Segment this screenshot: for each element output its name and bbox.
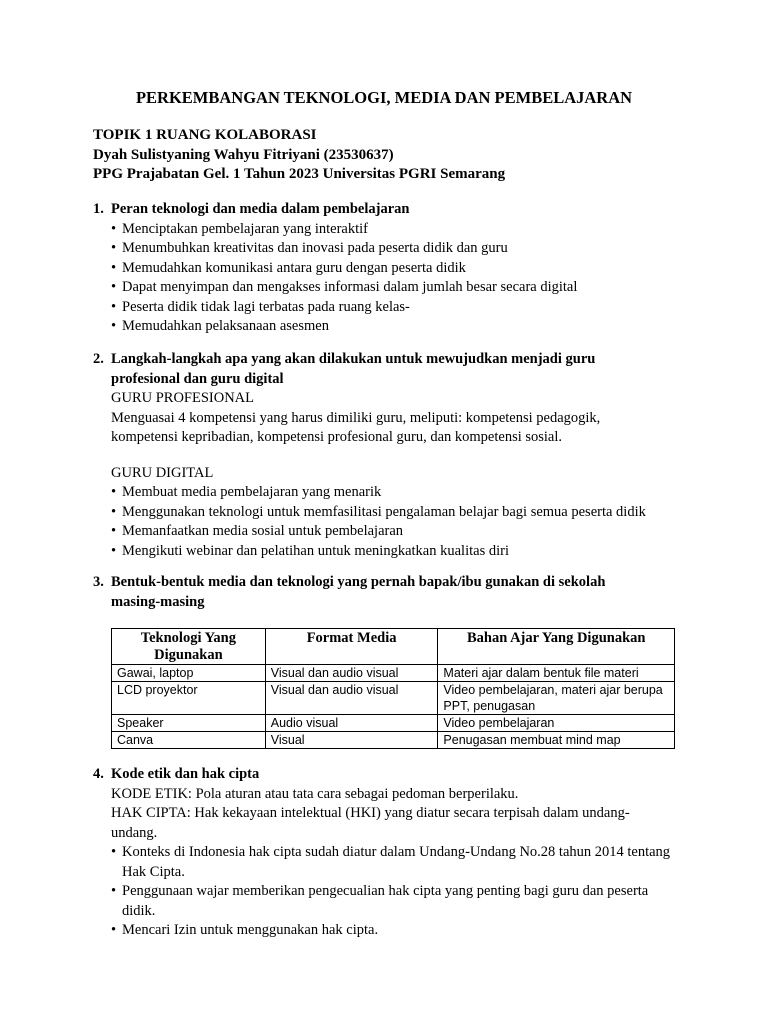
table-cell: Video pembelajaran — [438, 715, 675, 732]
list-item: • Peserta didik tidak lagi terbatas pada ruang kelas- — [111, 298, 693, 318]
guru-profesional-label: GURU PROFESIONAL — [111, 390, 255, 406]
section-1 — [93, 200, 693, 337]
table-cell: Materi ajar dalam bentuk file materi — [438, 665, 675, 682]
list-item: • Memudahkan pelaksanaan asesmen — [111, 317, 693, 337]
topic-line: TOPIK 1 RUANG KOLABORASI — [93, 127, 317, 143]
hak-cipta-definition-line2: undang. — [111, 824, 158, 841]
section-4-list — [111, 843, 681, 941]
table-cell: Video pembelajaran, materi ajar berupa PPT, penugasan — [438, 682, 675, 715]
guru-profesional-text-line2: kompetensi kepribadian, kompetensi profesional guru, dan kompetensi sosial. — [111, 429, 563, 445]
section-2-heading — [93, 350, 693, 389]
table-row — [112, 682, 675, 715]
guru-digital-list — [111, 483, 693, 561]
list-item: • Menggunakan teknologi untuk memfasilitasi pengalaman belajar bagi semua peserta didik — [111, 503, 693, 523]
section-2-title-line1: Langkah-langkah apa yang akan dilakukan untuk mewujudkan menjadi guru — [111, 351, 596, 367]
table-row — [112, 715, 675, 732]
section-1-heading — [93, 200, 693, 220]
guru-profesional-text-line1: Menguasai 4 kompetensi yang harus dimiliki guru, meliputi: kompetensi pedagogik, — [111, 409, 601, 426]
section-3 — [93, 573, 693, 612]
table-header-row — [112, 629, 675, 665]
section-4-heading — [93, 765, 693, 785]
hak-cipta-definition-line1: HAK CIPTA: Hak kekayaan intelektual (HKI) yang diatur secara terpisah dalam undang- — [111, 805, 630, 821]
section-1-list — [111, 220, 693, 337]
program-line: PPG Prajabatan Gel. 1 Tahun 2023 Universitas PGRI Semarang — [93, 166, 506, 182]
section-3-title-line1: Bentuk-bentuk media dan teknologi yang pernah bapak/ibu gunakan di sekolah — [111, 574, 606, 590]
table-cell: Gawai, laptop — [112, 665, 266, 682]
section-4 — [93, 765, 693, 941]
table-cell: Penugasan membuat mind map — [438, 732, 675, 749]
author-line: Dyah Sulistyaning Wahyu Fitriyani (23530637) — [93, 146, 394, 163]
guru-digital-label: GURU DIGITAL — [111, 464, 214, 481]
section-3-title-line2: masing-masing — [111, 593, 205, 610]
table-cell: Speaker — [112, 715, 266, 732]
document-header — [93, 126, 505, 185]
table-cell: LCD proyektor — [112, 682, 266, 715]
list-item: • Menciptakan pembelajaran yang interaktif — [111, 220, 693, 240]
table-cell: Audio visual — [265, 715, 438, 732]
table-cell: Visual dan audio visual — [265, 665, 438, 682]
section-4-title: Kode etik dan hak cipta — [111, 766, 260, 782]
list-item: • Konteks di Indonesia hak cipta sudah diatur dalam Undang-Undang No.28 tahun 2014 tentang Hak Cipta. — [111, 843, 681, 882]
section-2 — [93, 350, 693, 561]
table-row — [112, 732, 675, 749]
list-item: • Memanfaatkan media sosial untuk pembelajaran — [111, 522, 693, 542]
section-3-heading — [93, 573, 693, 612]
table-cell: Visual — [265, 732, 438, 749]
list-item: • Penggunaan wajar memberikan pengecualian hak cipta yang penting bagi guru dan peserta didik. — [111, 882, 681, 921]
section-2-title-line2: profesional dan guru digital — [111, 370, 284, 387]
table-row — [112, 665, 675, 682]
list-item: • Mencari Izin untuk menggunakan hak cipta. — [111, 921, 681, 941]
list-item: • Dapat menyimpan dan mengakses informasi dalam jumlah besar secara digital — [111, 278, 693, 298]
column-header-format: Format Media — [265, 629, 438, 665]
section-4-number: 4. — [93, 766, 104, 782]
column-header-teknologi: Teknologi Yang Digunakan — [112, 629, 266, 665]
section-2-number: 2. — [93, 351, 104, 367]
kode-etik-definition: KODE ETIK: Pola aturan atau tata cara sebagai pedoman berperilaku. — [111, 785, 519, 802]
section-3-number: 3. — [93, 574, 104, 590]
table-cell: Visual dan audio visual — [265, 682, 438, 715]
list-item: • Memudahkan komunikasi antara guru dengan peserta didik — [111, 259, 693, 279]
list-item: • Menumbuhkan kreativitas dan inovasi pada peserta didik dan guru — [111, 239, 693, 259]
table-cell: Canva — [112, 732, 266, 749]
section-1-title: Peran teknologi dan media dalam pembelajaran — [111, 201, 410, 217]
document-title: PERKEMBANGAN TEKNOLOGI, MEDIA DAN PEMBELAJARAN — [135, 88, 633, 107]
column-header-bahan-ajar: Bahan Ajar Yang Digunakan — [438, 629, 675, 665]
list-item: • Membuat media pembelajaran yang menarik — [111, 483, 693, 503]
media-table — [111, 628, 675, 749]
section-1-number: 1. — [93, 201, 104, 217]
list-item: • Mengikuti webinar dan pelatihan untuk meningkatkan kualitas diri — [111, 542, 693, 562]
